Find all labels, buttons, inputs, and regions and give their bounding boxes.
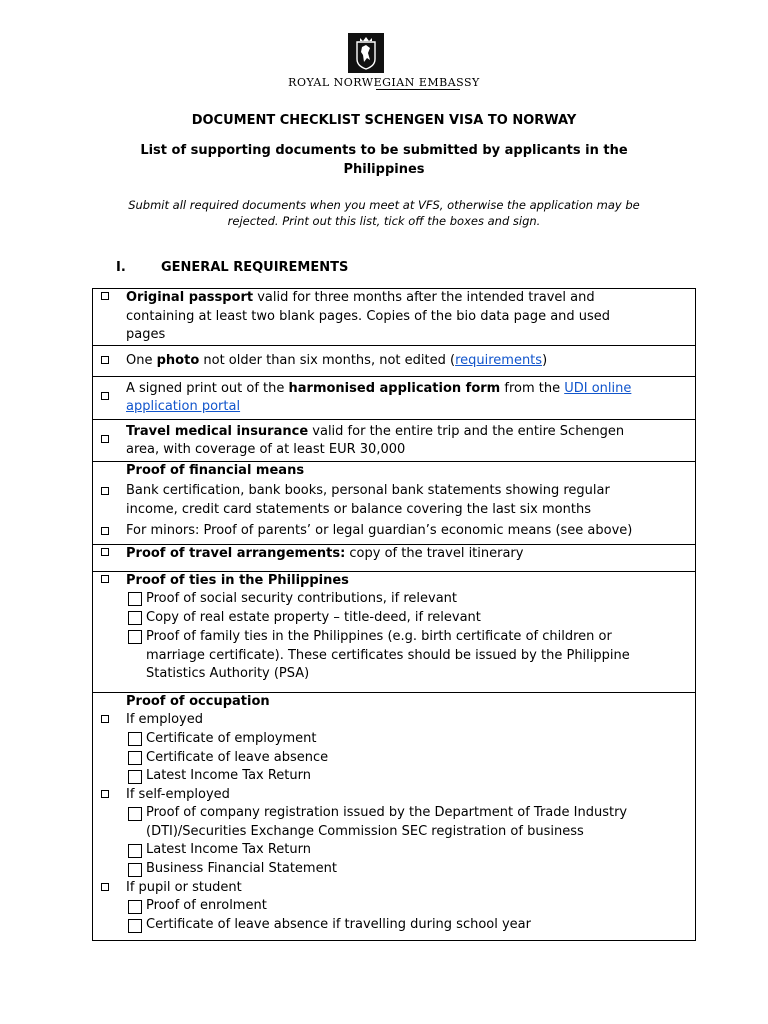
intro-note: Submit all required documents when you meet at VFS, otherwise the application may be rejected. Print out this list, tick off the boxes and sign. bbox=[128, 198, 640, 228]
document-subtitle: List of supporting documents to be submitted by applicants in the Philippines bbox=[140, 143, 628, 177]
checkbox[interactable] bbox=[101, 715, 109, 723]
checkbox[interactable] bbox=[101, 487, 109, 495]
checklist-row-ties: Proof of ties in the Philippines Proof of social security contributions, if relevant Copy of real estate property – title-deed, if relevant Proof of family ties in the Philippines (e.g. birth certificate of children or marriage certificate). These certificates should be issued by the Philippine Statistics Authority (PSA) bbox=[93, 572, 695, 693]
checkbox[interactable] bbox=[101, 527, 109, 535]
checkbox[interactable] bbox=[101, 356, 109, 364]
checkbox[interactable] bbox=[101, 392, 109, 400]
checklist-row-occupation: Proof of occupation If employed Certificate of employment Certificate of leave absence Latest Income Tax Return If self-employed Proof of company registration issued by the Department of Trade Industry (DTI)/Securities Exchange Commission SEC registration of business Latest Income Tax Return Business Financial Statement If pupil or student Proof of enrolment Certificate of leave absence if travelling during school year bbox=[93, 693, 695, 941]
checklist-row-travel-arrangements: Proof of travel arrangements: copy of the travel itinerary bbox=[93, 545, 695, 572]
embassy-underline bbox=[376, 89, 460, 90]
checkbox[interactable] bbox=[128, 592, 142, 606]
checkbox[interactable] bbox=[101, 548, 109, 556]
checklist-row-financial-means: Proof of financial means Bank certification, bank books, personal bank statements showing regular income, credit card statements or balance covering the last six months For minors: Proof of parents’ or legal guardian’s economic means (see above) bbox=[93, 462, 695, 545]
checkbox[interactable] bbox=[128, 732, 142, 746]
checkbox[interactable] bbox=[101, 435, 109, 443]
checkbox[interactable] bbox=[128, 630, 142, 644]
checkbox[interactable] bbox=[101, 575, 109, 583]
udi-portal-link-continued[interactable]: application portal bbox=[126, 399, 241, 414]
checklist-row-photo: One photo not older than six months, not edited (requirements) bbox=[93, 346, 695, 377]
checkbox[interactable] bbox=[128, 751, 142, 765]
checkbox[interactable] bbox=[101, 292, 109, 300]
checkbox[interactable] bbox=[128, 611, 142, 625]
document-title: DOCUMENT CHECKLIST SCHENGEN VISA TO NORWAY bbox=[191, 113, 577, 128]
norwegian-coat-of-arms-icon bbox=[348, 33, 384, 73]
requirements-link[interactable]: requirements bbox=[455, 353, 543, 368]
checkbox[interactable] bbox=[128, 844, 142, 858]
checklist-row-passport: Original passport valid for three months after the intended travel and containing at least two blank pages. Copies of the bio data page and used pages bbox=[93, 289, 695, 346]
udi-portal-link[interactable]: UDI online bbox=[564, 381, 632, 396]
checklist-row-insurance: Travel medical insurance valid for the entire trip and the entire Schengen area, with coverage of at least EUR 30,000 bbox=[93, 420, 695, 462]
checkbox[interactable] bbox=[128, 770, 142, 784]
checkbox[interactable] bbox=[128, 807, 142, 821]
checkbox[interactable] bbox=[128, 863, 142, 877]
checkbox[interactable] bbox=[101, 883, 109, 891]
embassy-name: ROYAL NORWEGIAN EMBASSY bbox=[288, 76, 480, 89]
checklist-table bbox=[92, 288, 696, 941]
checklist-row-application-form: A signed print out of the harmonised application form from the UDI online application portal bbox=[93, 377, 695, 420]
checkbox[interactable] bbox=[128, 919, 142, 933]
checkbox[interactable] bbox=[101, 790, 109, 798]
checkbox[interactable] bbox=[128, 900, 142, 914]
section-heading: I. GENERAL REQUIREMENTS bbox=[116, 260, 349, 275]
